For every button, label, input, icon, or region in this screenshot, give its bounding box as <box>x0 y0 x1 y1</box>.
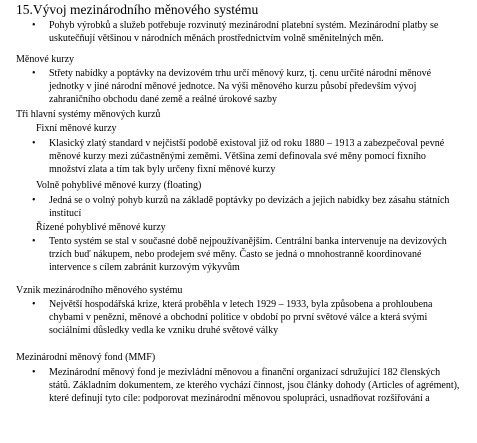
bullet-managed <box>32 235 447 274</box>
bullet-gold-standard <box>32 137 445 176</box>
text-line: měnové kurzy mezi zúčastněnými zeměmi. Většina zemí definovala své měny pomocí fixního <box>49 151 426 162</box>
bullet-icon: • <box>32 299 36 310</box>
text-line: Tento systém se stal v současné době nejpoužívanějším. Centrální banka intervenuje na devizových <box>49 236 447 247</box>
text-line: intervence s cílem zabránit kurzovým výkyvům <box>49 262 240 273</box>
text-line: které definují tyto cíle: podporovat mezinárodní měnovou spolupráci, usnadňovat rozšiřování a <box>49 393 430 404</box>
text-line: uskutečňují většinou v národních měnách prostřednictvím volně směnitelných měn. <box>49 33 384 44</box>
text-line: států. Základním dokumentem, ze kterého vychází činnost, jsou články dohody (Articles of agrément), <box>49 380 460 391</box>
bullet-payments <box>32 19 439 45</box>
section-heading: Vznik mezinárodního měnového systému <box>16 285 183 296</box>
bullet-imf <box>32 366 460 405</box>
document-title: 15.Vývoj mezinárodního měnového systému <box>16 2 259 17</box>
section-heading: Měnové kurzy <box>16 54 75 65</box>
bullet-icon: • <box>32 367 36 378</box>
text-line: Pohyb výrobků a služeb potřebuje rozvinutý mezinárodní platební systém. Mezinárodní platby se <box>49 20 439 31</box>
bullet-floating <box>32 194 450 220</box>
text-line: zahraničního obchodu dané země a reálné úrokové sazby <box>49 94 277 105</box>
bullet-icon: • <box>32 138 36 149</box>
text-line: trzích buď nákupem, nebo prodejem své měny. Často se jedná o mnohostranně koordinované <box>49 249 422 260</box>
section-heading: Mezinárodní měnový fond (MMF) <box>16 352 156 363</box>
bullet-icon: • <box>32 20 36 31</box>
text-line: Největší hospodářská krize, která proběhla v letech 1929 – 1933, byla způsobena a prohloubena <box>49 299 433 310</box>
text-line: institucí <box>49 208 82 219</box>
text-line: množství zlata a tím tak byly určeny fixní měnové kurzy <box>49 164 276 175</box>
text-line: Střety nabídky a poptávky na devizovém trhu určí měnový kurz, tj. cenu určité národní měnové <box>49 68 432 79</box>
bullet-exchange-rates <box>32 67 432 106</box>
section-heading: Tři hlavní systémy měnových kurzů <box>16 109 161 120</box>
text-line: Klasický zlatý standard v nejčistší podobě existoval již od roku 1880 – 1913 a zabezpečoval pevné <box>49 138 445 149</box>
bullet-icon: • <box>32 68 36 79</box>
bullet-icon: • <box>32 236 36 247</box>
text-line: Mezinárodní měnový fond je mezivládní měnovou a finanční organizací sdružující 182 členských <box>49 367 441 378</box>
text-line: jednotky v jiné národní měnové jednotce. Na výši měnového kurzu působí především vývoj <box>49 81 417 92</box>
text-line: Jedná se o volný pohyb kurzů na základě poptávky po devizách a jejich nabídky bez zásahu státních <box>49 195 450 206</box>
text-line: sociálními důsledky vedla ke vzniku druhé světové války <box>49 325 279 336</box>
subsection-heading: Řízené pohyblivé měnové kurzy <box>36 222 166 233</box>
bullet-crisis <box>32 298 433 337</box>
subsection-heading: Volně pohyblivé měnové kurzy (floating) <box>36 180 202 191</box>
subsection-heading: Fixní měnové kurzy <box>36 123 117 134</box>
text-line: chybami v penězní, měnové a obchodní politice v období po první světové válce a která svými <box>49 312 428 323</box>
bullet-icon: • <box>32 195 36 206</box>
